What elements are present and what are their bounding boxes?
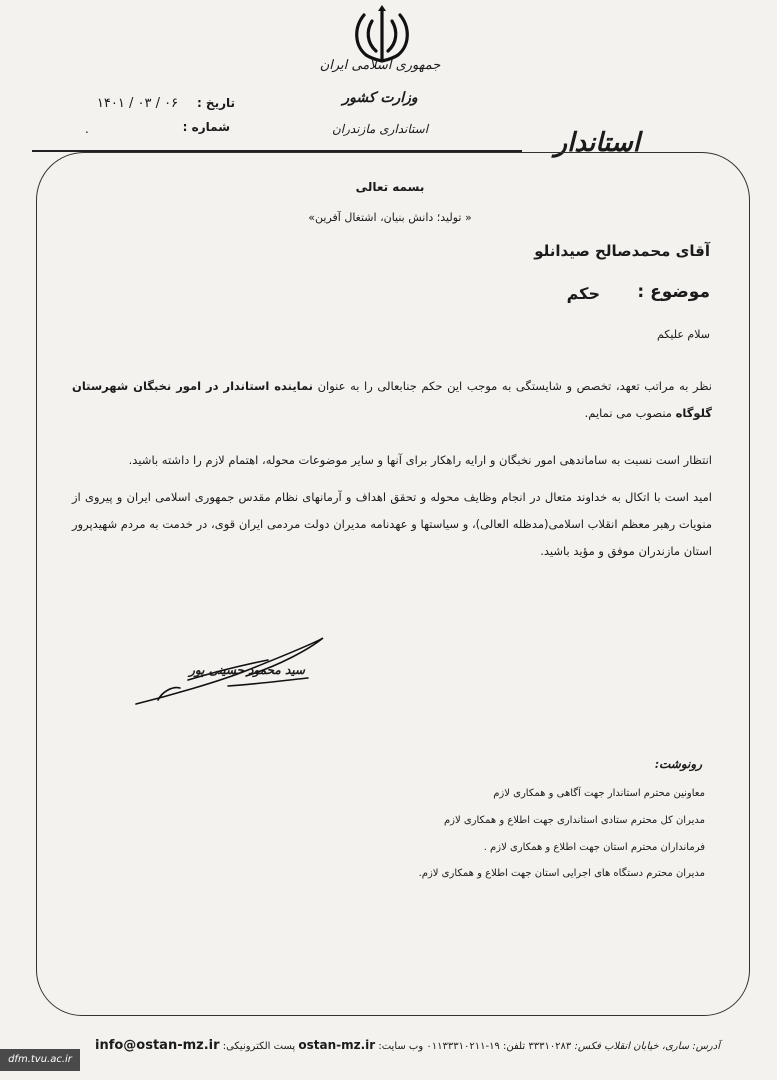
footer-email: info@ostan-mz.ir (94, 1038, 220, 1053)
paragraph-expectation: انتظار است نسبت به ساماندهی امور نخبگان و ارایه راهکار برای آنها و سایر موضوعات محوله، اهتمام لازم را داشته باشید. (128, 453, 712, 467)
cc-item: مدیران محترم دستگاه های اجرایی استان جهت اطلاع و همکاری لازم. (418, 868, 705, 879)
footer-address: آدرس: ساری، خیابان انقلاب فکس: (574, 1041, 720, 1052)
number-label: شماره : (182, 120, 230, 134)
p1-text-c: منصوب می نمایم. (584, 406, 672, 420)
signatory-name: سید محمود حسینی پور (189, 663, 305, 677)
paragraph-wishes: امید است با اتکال به خداوند متعال در انجام وظایف محوله و تحقق اهداف و آرمانهای نظام مقدس جمهوری اسلامی ایران و پیروی از منویات رهبر معظم انقلاب اسلامی(مدظله العالی)، و سیاستها و عهدنامه مدیران دولت مردمی ایران قوی، در خدمت به مردم شهیدپرور استان مازندران موفق و مؤید باشید. (72, 490, 712, 558)
cc-item: فرمانداران محترم استان جهت اطلاع و همکاری لازم . (483, 842, 705, 853)
ministry-line: وزارت کشور (342, 90, 418, 106)
source-badge: dfm.tvu.ac.ir (0, 1049, 80, 1071)
governorate-line: استانداری مازندران (331, 122, 429, 136)
republic-line: جمهوری اسلامی ایران (319, 58, 441, 73)
p1-text-a: نظر به مراتب تعهد، تخصص و شایستگی به موجب این حکم جنابعالی را به عنوان (317, 379, 713, 393)
cc-item: مدیران کل محترم ستادی استانداری جهت اطلاع و همکاری لازم (443, 815, 705, 826)
footer-fax: ۳۳۳۱۰۲۸۳ (528, 1041, 572, 1052)
p1-text-bold: نماینده استاندار در امور نخبگان شهرستان گلوگاه (72, 379, 712, 420)
number-value: . (85, 122, 89, 136)
date-label: تاریخ : (196, 96, 235, 110)
subject-label: موضوع : (637, 282, 710, 302)
basmala: بسمه تعالی (355, 180, 425, 194)
document-title: استاندار (554, 128, 640, 158)
year-slogan: « تولید؛ دانش بنیان، اشتغال آفرین» (308, 211, 472, 224)
recipient-name: آقای محمدصالح صیدانلو (534, 242, 710, 260)
subject-value: حکم (566, 284, 600, 303)
footer-email-label: پست الکترونیکی: (222, 1041, 296, 1052)
footer-phones-label: تلفن: (503, 1041, 526, 1052)
footer-phones: ۰۱۱۳۳۳۱۰۲۱۱-۱۹ (426, 1041, 500, 1052)
date-value: ۱۴۰۱ / ۰۳ / ۰۶ (96, 96, 179, 111)
paragraph-appointment (72, 373, 712, 427)
cc-item: معاونین محترم استاندار جهت آگاهی و همکاری لازم (493, 788, 705, 799)
greeting: سلام علیکم (656, 328, 710, 341)
footer-website: ostan-mz.ir (298, 1038, 376, 1052)
cc-label: رونوشت: (654, 757, 702, 771)
footer-contact (94, 1038, 720, 1060)
footer-website-label: وب سایت: (378, 1041, 424, 1052)
